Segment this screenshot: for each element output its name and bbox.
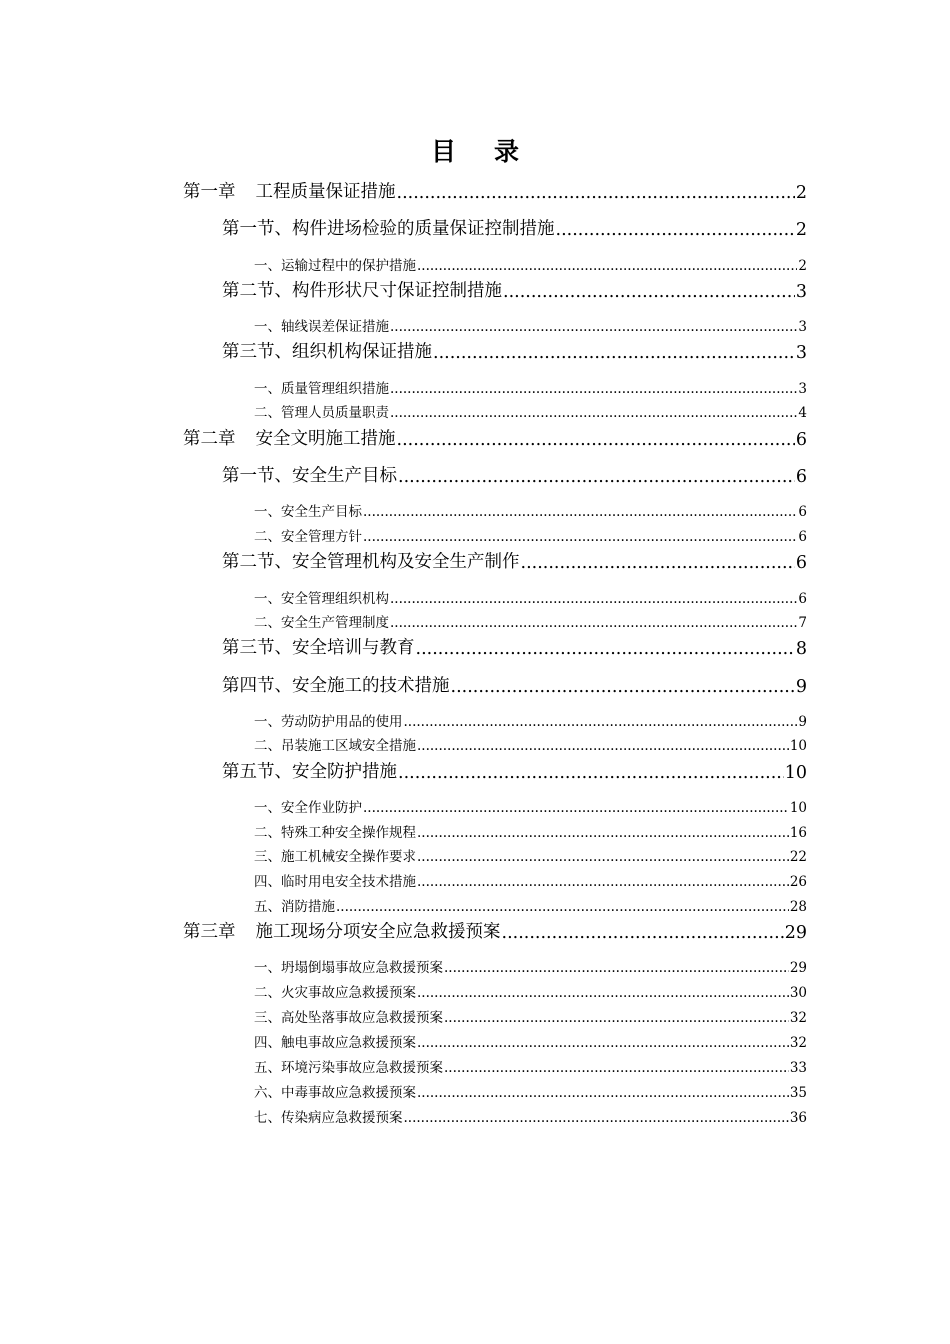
toc-entry-item[interactable] bbox=[254, 1008, 807, 1026]
toc-entry-prefix: 第二章 bbox=[183, 429, 236, 449]
toc-entry-page: 30 bbox=[789, 985, 807, 1001]
toc-entry-prefix: 第一章 bbox=[183, 182, 236, 202]
toc-entry-text: 一、轴线误差保证措施 bbox=[254, 319, 389, 335]
toc-entry-item[interactable] bbox=[254, 847, 807, 865]
toc-entry-text: 七、传染病应急救援预案 bbox=[254, 1110, 403, 1126]
toc-entry-text: 第四节、安全施工的技术措施 bbox=[222, 676, 450, 696]
dot-leader bbox=[451, 677, 795, 697]
toc-entry-page: 3 bbox=[795, 282, 807, 302]
toc-entry-page: 32 bbox=[789, 1035, 807, 1051]
dot-leader bbox=[390, 319, 797, 335]
toc-entry-page: 29 bbox=[789, 960, 807, 976]
toc-title-right: 录 bbox=[494, 137, 520, 166]
dot-leader bbox=[404, 1110, 789, 1126]
toc-entry-page: 29 bbox=[784, 923, 807, 943]
dot-leader bbox=[444, 960, 789, 976]
toc-entry-text: 一、安全作业防护 bbox=[254, 800, 362, 816]
toc-entry-text: 二、安全生产管理制度 bbox=[254, 615, 389, 631]
toc-entry-text: 三、施工机械安全操作要求 bbox=[254, 849, 416, 865]
toc-entry-text: 二、管理人员质量职责 bbox=[254, 405, 389, 421]
toc-entry-page: 33 bbox=[789, 1060, 807, 1076]
toc-entry-text: 二、火灾事故应急救援预案 bbox=[254, 985, 416, 1001]
toc-entry-page: 10 bbox=[784, 763, 807, 783]
dot-leader bbox=[417, 258, 797, 274]
toc-entry-text: 二、安全管理方针 bbox=[254, 529, 362, 545]
toc-entry-item[interactable] bbox=[254, 527, 807, 545]
toc-entry-text: 施工现场分项安全应急救援预案 bbox=[255, 922, 501, 942]
toc-entry-section[interactable] bbox=[222, 759, 807, 783]
toc-entry-text: 一、运输过程中的保护措施 bbox=[254, 258, 416, 274]
toc-entry-page: 16 bbox=[789, 825, 807, 841]
toc-entry-text: 六、中毒事故应急救援预案 bbox=[254, 1085, 416, 1101]
toc-entry-item[interactable] bbox=[254, 823, 807, 841]
toc-entry-page: 28 bbox=[789, 899, 807, 915]
toc-entry-text: 第五节、安全防护措施 bbox=[222, 762, 397, 782]
dot-leader bbox=[398, 763, 784, 783]
toc-entry-item[interactable] bbox=[254, 613, 807, 631]
dot-leader bbox=[417, 825, 789, 841]
dot-leader bbox=[404, 714, 798, 730]
toc-entry-text: 五、环境污染事故应急救援预案 bbox=[254, 1060, 443, 1076]
dot-leader bbox=[502, 923, 784, 943]
dot-leader bbox=[363, 529, 797, 545]
toc-entry-page: 3 bbox=[798, 319, 807, 335]
toc-entry-page: 2 bbox=[798, 258, 807, 274]
toc-entry-page: 22 bbox=[789, 849, 807, 865]
toc-entry-page: 9 bbox=[795, 677, 807, 697]
toc-entry-page: 32 bbox=[789, 1010, 807, 1026]
toc-entry-page: 10 bbox=[789, 800, 807, 816]
toc-entry-page: 3 bbox=[795, 343, 807, 363]
toc-entry-page: 36 bbox=[789, 1110, 807, 1126]
dot-leader bbox=[417, 738, 789, 754]
dot-leader bbox=[417, 1035, 789, 1051]
dot-leader bbox=[444, 1010, 789, 1026]
dot-leader bbox=[363, 800, 789, 816]
toc-entry-chapter-1[interactable] bbox=[183, 179, 807, 203]
dot-leader bbox=[397, 430, 795, 450]
toc-entry-page: 8 bbox=[795, 639, 807, 659]
dot-leader bbox=[397, 183, 795, 203]
toc-entry-text: 第一节、构件进场检验的质量保证控制措施 bbox=[222, 219, 555, 239]
toc-entry-section[interactable] bbox=[222, 463, 807, 487]
toc-entry-text: 一、质量管理组织措施 bbox=[254, 381, 389, 397]
toc-entry-text: 二、吊装施工区域安全措施 bbox=[254, 738, 416, 754]
dot-leader bbox=[503, 282, 795, 302]
toc-entry-page: 9 bbox=[798, 714, 807, 730]
toc-entry-text: 一、劳动防护用品的使用 bbox=[254, 714, 403, 730]
toc-entry-text: 安全文明施工措施 bbox=[255, 429, 396, 449]
toc-entry-page: 6 bbox=[795, 467, 807, 487]
toc-entry-item[interactable] bbox=[254, 736, 807, 754]
toc-entry-item[interactable] bbox=[254, 1083, 807, 1101]
dot-leader bbox=[390, 405, 797, 421]
toc-entry-item[interactable] bbox=[254, 872, 807, 890]
toc-entry-item[interactable] bbox=[254, 958, 807, 976]
toc-entry-text: 四、临时用电安全技术措施 bbox=[254, 874, 416, 890]
dot-leader bbox=[336, 899, 789, 915]
dot-leader bbox=[398, 467, 795, 487]
toc-entry-chapter-3[interactable] bbox=[183, 919, 807, 943]
dot-leader bbox=[433, 343, 795, 363]
toc-entry-text: 四、触电事故应急救援预案 bbox=[254, 1035, 416, 1051]
dot-leader bbox=[556, 220, 795, 240]
toc-entry-item[interactable] bbox=[254, 897, 807, 915]
toc-entry-text: 第三节、组织机构保证措施 bbox=[222, 342, 432, 362]
toc-entry-section[interactable] bbox=[222, 673, 807, 697]
toc-entry-text: 一、安全生产目标 bbox=[254, 504, 362, 520]
toc-entry-item[interactable] bbox=[254, 403, 807, 421]
toc-entry-page: 2 bbox=[795, 220, 807, 240]
toc-entry-text: 第三节、安全培训与教育 bbox=[222, 638, 415, 658]
toc-entry-page: 35 bbox=[789, 1085, 807, 1101]
toc-entry-section[interactable] bbox=[222, 339, 807, 363]
toc-entry-page: 10 bbox=[789, 738, 807, 754]
toc-entry-section[interactable] bbox=[222, 549, 807, 573]
toc-entry-item[interactable] bbox=[254, 589, 807, 607]
toc-entry-page: 26 bbox=[789, 874, 807, 890]
toc-entry-item[interactable] bbox=[254, 798, 807, 816]
toc-entry-page: 2 bbox=[795, 183, 807, 203]
toc-entry-item[interactable] bbox=[254, 1108, 807, 1126]
toc-entry-page: 3 bbox=[798, 381, 807, 397]
dot-leader bbox=[390, 615, 797, 631]
dot-leader bbox=[417, 985, 789, 1001]
toc-entry-text: 第二节、安全管理机构及安全生产制作 bbox=[222, 552, 520, 572]
toc-entry-item[interactable] bbox=[254, 712, 807, 730]
toc-entry-section[interactable] bbox=[222, 278, 807, 302]
dot-leader bbox=[417, 1085, 789, 1101]
toc-entry-item[interactable] bbox=[254, 983, 807, 1001]
toc-entry-item[interactable] bbox=[254, 1058, 807, 1076]
toc-entry-page: 4 bbox=[798, 405, 807, 421]
toc-entry-page: 6 bbox=[795, 430, 807, 450]
toc-entry-page: 6 bbox=[798, 591, 807, 607]
toc-entry-text: 一、安全管理组织机构 bbox=[254, 591, 389, 607]
toc-entry-text: 二、特殊工种安全操作规程 bbox=[254, 825, 416, 841]
toc-entry-prefix: 第三章 bbox=[183, 922, 236, 942]
toc-entry-text: 三、高处坠落事故应急救援预案 bbox=[254, 1010, 443, 1026]
toc-entry-item[interactable] bbox=[254, 256, 807, 274]
dot-leader bbox=[417, 849, 789, 865]
toc-entry-section[interactable] bbox=[222, 635, 807, 659]
dot-leader bbox=[416, 639, 795, 659]
toc-entry-text: 工程质量保证措施 bbox=[255, 182, 396, 202]
dot-leader bbox=[417, 874, 789, 890]
toc-entry-text: 第二节、构件形状尺寸保证控制措施 bbox=[222, 281, 502, 301]
toc-title-left: 目 bbox=[430, 137, 456, 166]
toc-entry-page: 7 bbox=[798, 615, 807, 631]
toc-entry-page: 6 bbox=[795, 553, 807, 573]
toc-entry-item[interactable] bbox=[254, 317, 807, 335]
toc-entry-text: 第一节、安全生产目标 bbox=[222, 466, 397, 486]
toc-entry-item[interactable] bbox=[254, 379, 807, 397]
toc-entry-page: 6 bbox=[798, 529, 807, 545]
dot-leader bbox=[363, 504, 797, 520]
toc-entry-text: 五、消防措施 bbox=[254, 899, 335, 915]
toc-entry-section[interactable] bbox=[222, 216, 807, 240]
dot-leader bbox=[390, 591, 797, 607]
dot-leader bbox=[521, 553, 795, 573]
toc-entry-chapter-2[interactable] bbox=[183, 426, 807, 450]
dot-leader bbox=[444, 1060, 789, 1076]
toc-entry-text: 一、坍塌倒塌事故应急救援预案 bbox=[254, 960, 443, 976]
toc-entry-item[interactable] bbox=[254, 1033, 807, 1051]
dot-leader bbox=[390, 381, 797, 397]
toc-entry-item[interactable] bbox=[254, 502, 807, 520]
toc-entry-page: 6 bbox=[798, 504, 807, 520]
